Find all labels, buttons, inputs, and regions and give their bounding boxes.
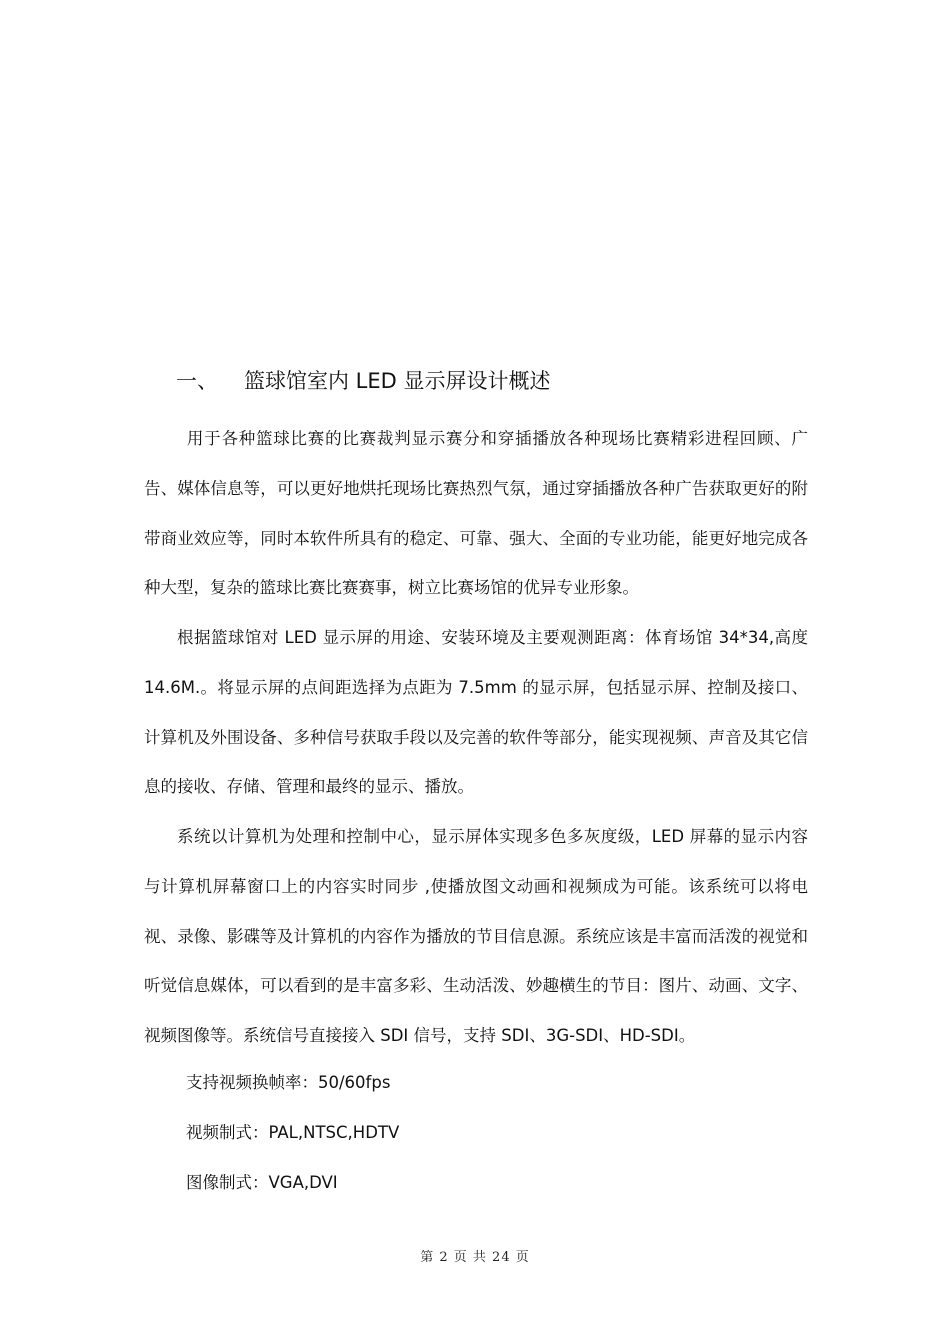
paragraph-system: 系统以计算机为处理和控制中心，显示屏体实现多色多灰度级，LED 屏幕的显示内容与计算机屏幕窗口上的内容实时同步 ,使播放图文动画和视频成为可能。该系统可以将电视、录像、影碟等及计算机的内容作为播放的节目信息源。系统应该是丰富而活泼的视觉和听觉信息媒体，可以看到的是丰富多彩、生动活泼、妙趣横生的节目：图片、动画、文字、视频图像等。系统信号直接接入 SDI 信号，支持 SDI、3G-SDI、HD-SDI。 [144, 827, 808, 1046]
section-number: 一、 [176, 369, 218, 393]
paragraph-overview: 用于各种篮球比赛的比赛裁判显示赛分和穿插播放各种现场比赛精彩进程回顾、广告、媒体信息等，可以更好地烘托现场比赛热烈气氛，通过穿插播放各种广告获取更好的附带商业效应等，同时本软件所具有的稳定、可靠、强大、全面的专业功能，能更好地完成各种大型，复杂的篮球比赛比赛赛事，树立比赛场馆的优异专业形象。 [144, 429, 808, 598]
paragraph-requirements: 根据篮球馆对 LED 显示屏的用途、安装环境及主要观测距离：体育场馆 34*34,高度 14.6M.。将显示屏的点间距选择为点距为 7.5mm 的显示屏，包括显示屏、控制及接口、计算机及外围设备、多种信号获取手段以及完善的软件等部分，能实现视频、声音及其它信息的接收、存储、管理和最终的显示、播放。 [144, 628, 808, 797]
spec-image-format: 图像制式：VGA,DVI [186, 1173, 338, 1192]
spec-video-format: 视频制式：PAL,NTSC,HDTV [186, 1123, 400, 1142]
spec-frame-rate: 支持视频换帧率：50/60fps [186, 1073, 391, 1092]
section-heading [176, 366, 551, 396]
page-footer: 第 2 页 共 24 页 [420, 1250, 530, 1265]
section-title: 篮球馆室内 LED 显示屏设计概述 [244, 369, 551, 393]
